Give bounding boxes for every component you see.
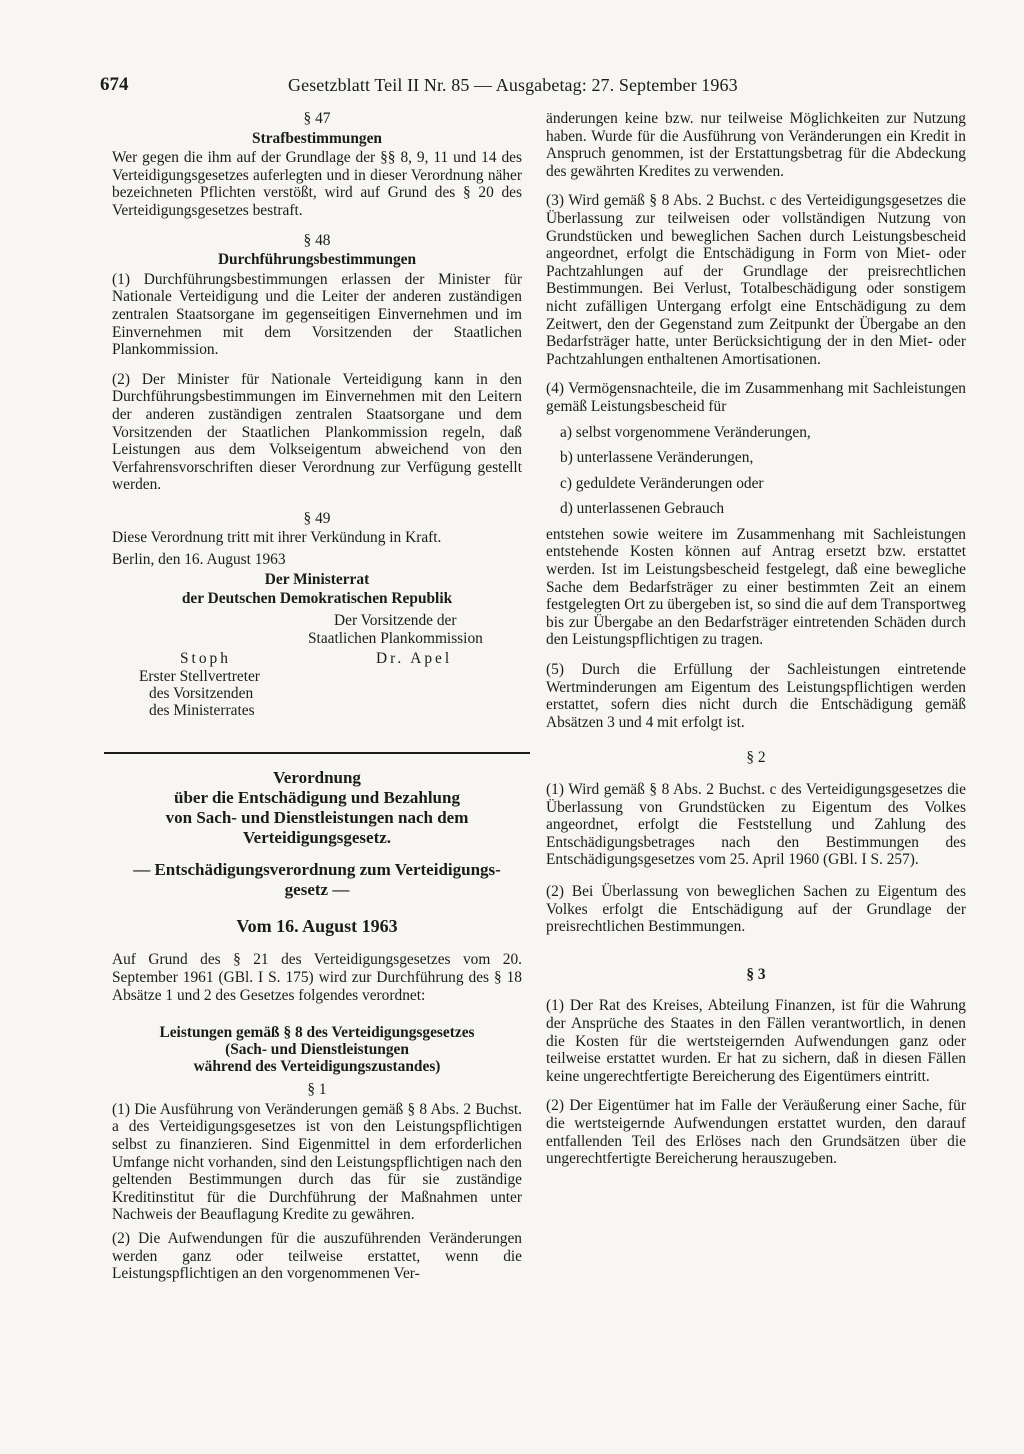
list-item: a) selbst vorgenommene Veränderungen, [560,423,811,441]
signature-block [112,610,522,752]
ordinance-title-2: über die Entschädigung und Bezahlung [174,787,460,807]
heading-leistungen-1: Leistungen gemäß § 8 des Verteidigungsgesetzes [159,1024,475,1042]
list-item: d) unterlassenen Gebrauch [560,500,725,518]
list-item: b) unterlassene Veränderungen, [560,449,754,467]
section-1-paragraph-2-continued: änderungen keine bzw. nur teilweise Möglichkeiten zur Nutzung haben. Wurde für die Ausführung von Veränderungen ein Kredit in Anspruch genommen, ist der Erstattungsbetrag für die Abdeckung des gewährten Kredites zu verwenden. [546,110,966,180]
signature-stoph: Stoph [180,649,231,667]
stoph-role-1: Erster Stellvertreter [139,667,260,685]
section-3-paragraph-2: (2) Der Eigentümer hat im Falle der Veräußerung einer Sache, für die wertsteigernde Aufwendungen erstattet wurden, den darauf entfallenden Teil des Erlöses nach den Grundsätzen über die ungerechtfertigte Bereicherung herauszugeben. [546,1097,966,1168]
section-2-paragraph-2: (2) Bei Überlassung von beweglichen Sachen zu Eigentum des Volkes erfolgt die Entschädigung auf der Grundlage der preisrechtlichen Bestimmungen. [546,882,966,936]
chair-label-2: Staatlichen Plankommission [308,629,483,647]
stoph-role-2: des Vorsitzenden [149,684,254,702]
section-1-paragraph-5: (5) Durch die Erfüllung der Sachleistungen eintretende Wertminderungen am Eigentum des Leistungspflichtigen werden erstattet, sofern dies nicht durch die Entschädigung gemäß Absätzen 3 und 4 mit erfolgt ist. [546,661,966,731]
preamble: Auf Grund des § 21 des Verteidigungsgesetzes vom 20. September 1961 (GBl. I S. 175) wird zur Durchführung des § 18 Absätze 1 und 2 des Gesetzes folgendes verordnet: [112,951,522,1004]
ordinance-title-3: von Sach- und Dienstleistungen nach dem [165,807,469,827]
place-date: Berlin, den 16. August 1963 [112,551,286,569]
section-1-paragraph-4-continued: entstehen sowie weitere im Zusammenhang mit Sachleistungen entstehende Kosten können auf Antrag ersetzt bzw. erstattet werden. Ist im Leistungsbescheid festgelegt, daß eine bewegliche Sache dem Bedarfsträger zu einer bestimmten Zeit an einem festgelegten Ort zu übergeben ist, so sind die auf dem Transportweg bis zur Übergabe an den Bedarfsträger eintretenden Schäden durch den Leistungspflichtigen zu tragen. [546,525,966,649]
section-47-text: Wer gegen die ihm auf der Grundlage der §§ 8, 9, 11 und 14 des Verteidigungsgesetzes auferlegten und in dieser Verordnung näher bezeichneten Pflichten verstößt, wird auf Grund des § 20 des Verteidigungsgesetzes bestraft. [112,149,522,219]
section-1-paragraph-2: (2) Die Aufwendungen für die auszuführenden Veränderungen werden ganz oder teilweise erstattet, wenn die Leistungspflichtigen an den vorgenommenen Ver- [112,1229,522,1283]
right-column [546,110,966,1180]
section-divider [104,752,530,754]
section-48-number: § 48 [303,231,331,249]
stoph-role-3: des Ministerrates [149,701,255,719]
section-3-paragraph-1: (1) Der Rat des Kreises, Abteilung Finanzen, ist für die Wahrung der Ansprüche des Staates in den Fällen verantwortlich, in denen die Kosten für die wertsteigernden Aufwendungen ganz oder teilweise erstattet wurden. Er hat zu sichern, daß in diesen Fällen keine ungerechtfertigte Bereicherung des Eigentümers eintritt. [546,997,966,1085]
section-1-paragraph-3: (3) Wird gemäß § 8 Abs. 2 Buchst. c des Verteidigungsgesetzes die Überlassung zur teilweisen oder vollständigen Nutzung von Grundstücken und beweglichen Sachen durch Leistungsbescheid angeordnet, erfolgt die Entschädigung in Form von Miet- oder Pachtzahlungen auf der Grundlage der preisrechtlichen Bestimmungen. Bei Verlust, Totalbeschädigung oder sonstigem nicht zufälligen Untergang erfolgt eine Entschädigung zu dem Zeitwert, den der Gegenstand zum Zeitpunkt der Übergabe an den Bedarfsträger hatte, unter Berücksichtigung der in den Miet- oder Pachtzahlungen enthaltenen Amortisationen. [546,192,966,368]
council-line-1: Der Ministerrat [264,570,370,588]
section-2-paragraph-1: (1) Wird gemäß § 8 Abs. 2 Buchst. c des Verteidigungsgesetzes die Überlassung von Grundstücken zu Eigentum des Volkes angeordnet, erfolgt die Feststellung und Zahlung des Entschädigungsbetrages nach den Bestimmungen des Entschädigungsgesetzes vom 25. April 1960 (GBl. I S. 257). [546,781,966,869]
section-48-paragraph-2: (2) Der Minister für Nationale Verteidigung kann in den Durchführungsbestimmungen im Einvernehmen mit den Leitern der anderen zuständigen zentralen Staatsorgane und dem Vorsitzenden der Staatlichen Plankommission regeln, daß Leistungen aus dem Volkseigentum abweichend von den Verfahrensvorschriften dieser Verordnung zur Verfügung gestellt werden. [112,370,522,494]
section-49-number: § 49 [303,509,331,527]
section-48-paragraph-1: (1) Durchführungsbestimmungen erlassen der Minister für Nationale Verteidigung und die Leiter der anderen zuständigen zentralen Staatsorgane im gegenseitigen Einvernehmen und im Einvernehmen mit dem Vorsitzenden der Staatlichen Plankommission. [112,270,522,359]
heading-leistungen-3: während des Verteidigungszustandes) [193,1058,441,1076]
heading-leistungen-2: (Sach- und Dienstleistungen [225,1041,409,1059]
section-2-number: § 2 [746,749,766,767]
chair-label-1: Der Vorsitzende der [334,611,457,629]
list-item: c) geduldete Veränderungen oder [560,474,764,492]
header-title: Gesetzblatt Teil II Nr. 85 — Ausgabetag: 27. September 1963 [288,75,738,95]
left-column [112,110,522,1295]
section-47-title: Strafbestimmungen [252,129,382,147]
section-1-paragraph-4: (4) Vermögensnachteile, die im Zusammenhang mit Sachleistungen gemäß Leistungsbescheid für [546,380,966,415]
section-3-number: § 3 [746,965,766,983]
ordinance-title-6: gesetz — [284,879,350,899]
section-48-title: Durchführungsbestimmungen [217,251,417,269]
page-number: 674 [100,74,129,95]
section-1-paragraph-1: (1) Die Ausführung von Veränderungen gemäß § 8 Abs. 2 Buchst. a des Verteidigungsgesetzes ist von den Leistungspflichtigen selbst zu finanzieren. Sind Eigenmittel in dem erforderlichen Umfange nicht vorhanden, sind den Leistungspflichtigen nach den geltenden Bestimmungen durch das für sie zuständige Kreditinstitut für die Durchführung der Maßnahmen unter Nachweis der Beauflagung Kredite zu gewähren. [112,1100,522,1224]
ordinance-date: Vom 16. August 1963 [236,915,398,936]
council-line-2: der Deutschen Demokratischen Republik [181,590,453,608]
section-1-number: § 1 [307,1081,327,1099]
section-47-number: § 47 [303,110,331,127]
ordinance-title-1: Verordnung [273,767,361,787]
ordinance-title-5: — Entschädigungsverordnung zum Verteidigungs- [133,859,501,879]
page-header [100,72,780,98]
damage-list [560,424,966,518]
ordinance-title-4: Verteidigungsgesetz. [242,827,392,847]
signature-apel: Dr. Apel [376,649,453,667]
section-49-text: Diese Verordnung tritt mit ihrer Verkündung in Kraft. [112,529,442,547]
